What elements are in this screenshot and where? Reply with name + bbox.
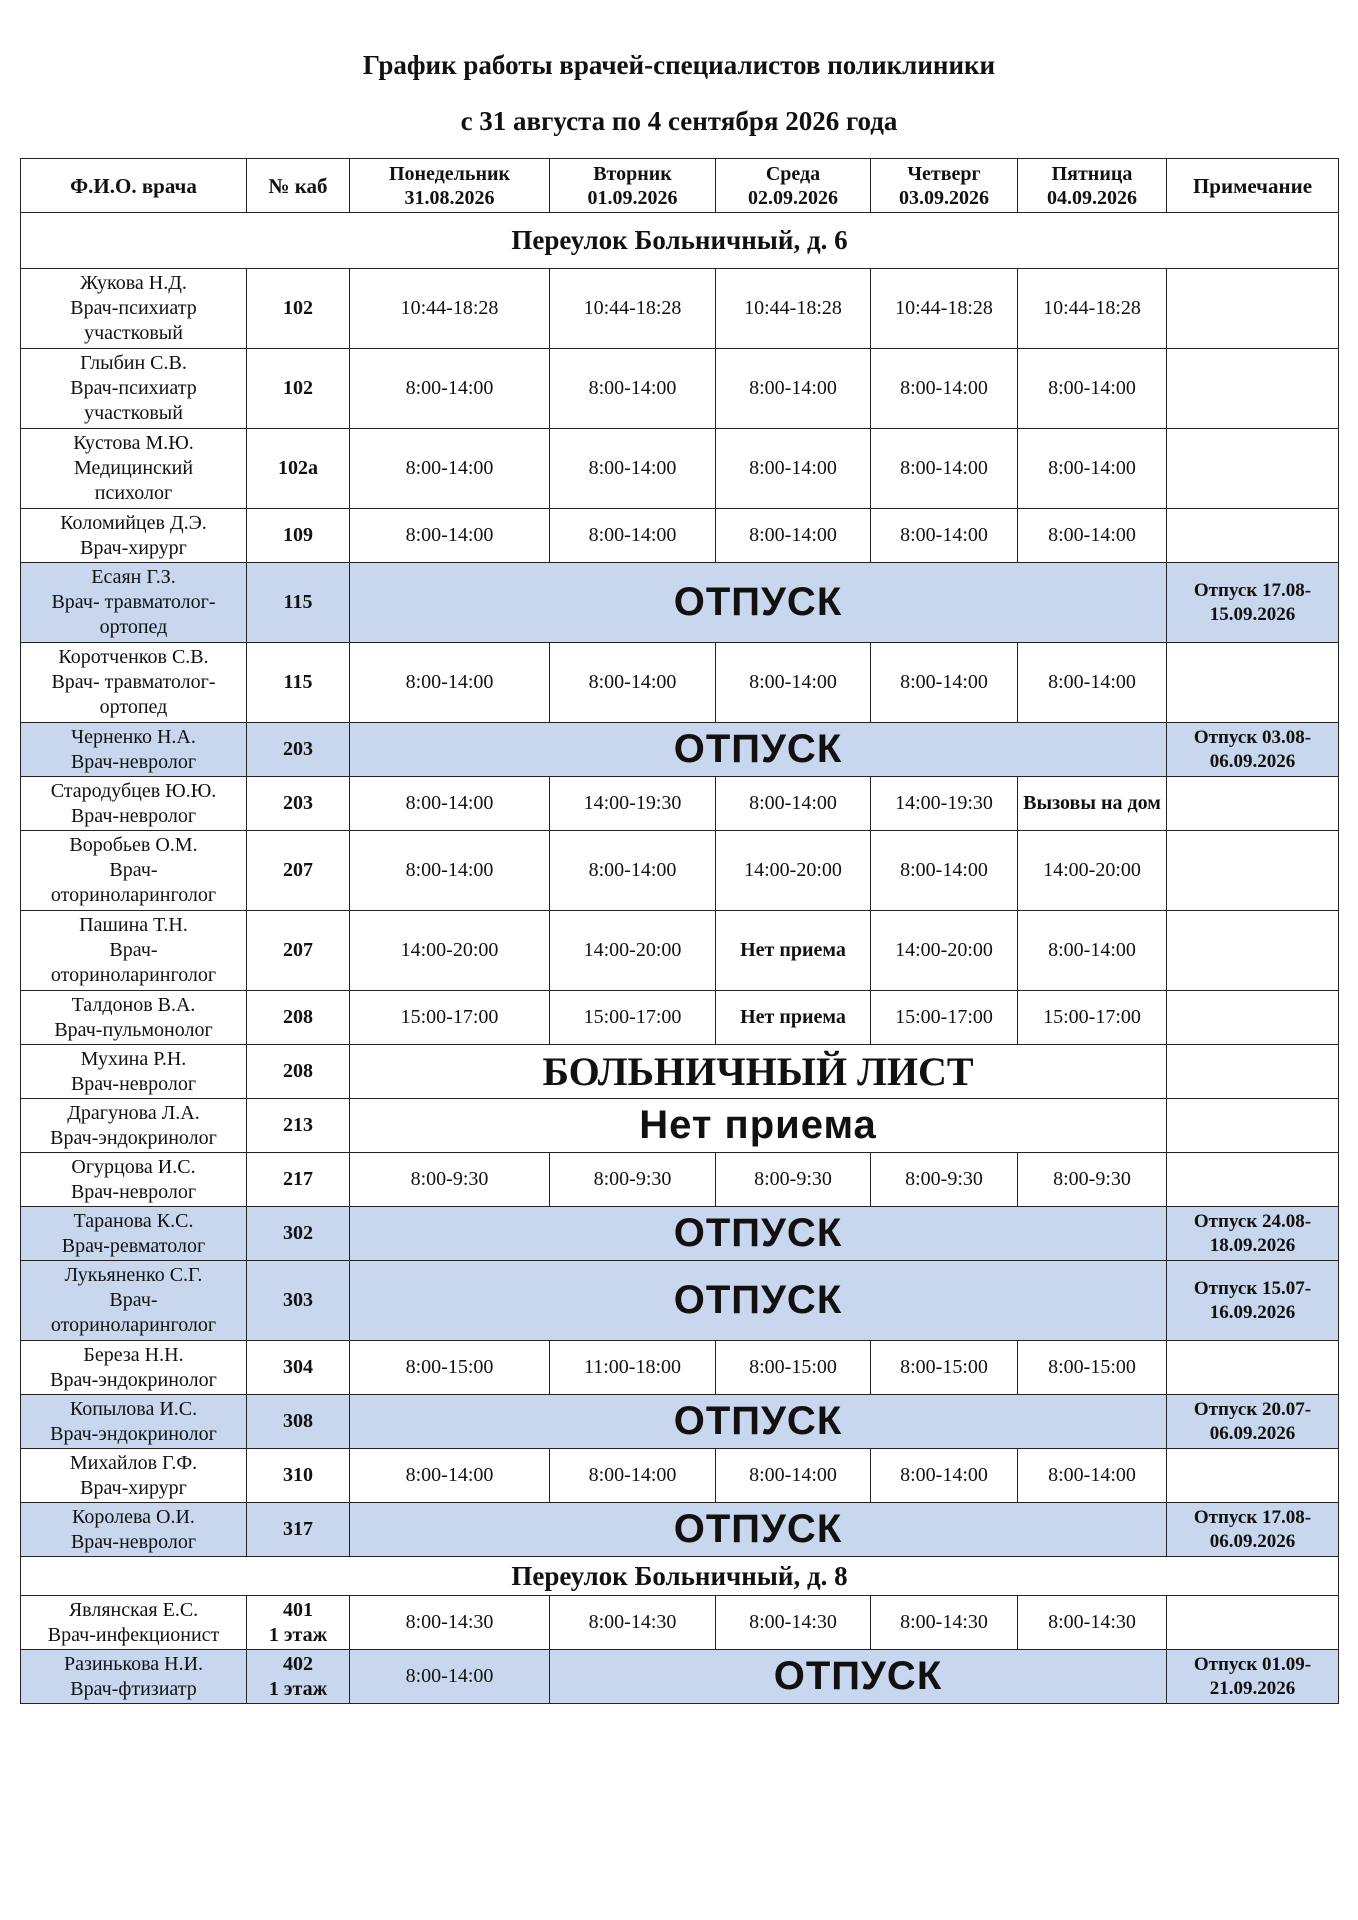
doctor-line: Медицинский — [73, 457, 194, 479]
header-day-date: 03.09.2026 — [899, 186, 989, 209]
day-cell: 8:00-14:00 — [716, 643, 871, 723]
doctor-line: оториноларинголог — [50, 964, 217, 986]
header-row — [21, 159, 1339, 213]
note-line: Отпуск 01.09- — [1193, 1653, 1312, 1675]
day-cell: 8:00-14:00 — [1018, 349, 1167, 429]
day-cell: 8:00-14:00 — [716, 509, 871, 563]
doctor-row — [21, 1153, 1339, 1207]
doctor-line: Огурцова И.С. — [71, 1155, 196, 1178]
header-note: Примечание — [1167, 159, 1339, 213]
doctor-line: Драгунова Л.А. — [67, 1101, 200, 1124]
cabinet-line: 401 — [283, 1598, 313, 1621]
cabinet-cell — [247, 777, 350, 831]
note-line: 06.09.2026 — [1209, 750, 1296, 772]
note-line: Отпуск 20.07- — [1193, 1398, 1312, 1420]
doctor-cell — [21, 509, 247, 563]
doctor-line: Таранова К.С. — [73, 1209, 194, 1232]
note-cell — [1167, 1153, 1339, 1207]
doctor-line: Врач-невролог — [70, 1180, 197, 1203]
header-day-date: 01.09.2026 — [587, 186, 678, 209]
note-line: 21.09.2026 — [1209, 1677, 1296, 1699]
span-status-cell: ОТПУСК — [350, 723, 1167, 777]
doctor-line: Жукова Н.Д. — [80, 272, 187, 294]
section-title: Переулок Больничный, д. 6 — [21, 213, 1339, 269]
doctor-line: Михайлов Г.Ф. — [69, 1451, 198, 1474]
note-cell — [1167, 831, 1339, 911]
section-row — [21, 213, 1339, 269]
doctor-line: Врач- — [109, 939, 158, 961]
doctor-cell — [21, 643, 247, 723]
cabinet-line: 102а — [278, 457, 318, 479]
doctor-cell — [21, 991, 247, 1045]
doctor-line: психолог — [94, 482, 173, 504]
cabinet-cell — [247, 429, 350, 509]
day-cell: 8:00-14:00 — [716, 429, 871, 509]
span-status-cell: Нет приема — [350, 1099, 1167, 1153]
day-cell: Нет приема — [716, 991, 871, 1045]
cabinet-line: 208 — [283, 1006, 313, 1028]
doctor-row — [21, 1045, 1339, 1099]
doctor-line: Врач-хирург — [80, 536, 187, 559]
doctor-row — [21, 723, 1339, 777]
note-cell — [1167, 1341, 1339, 1395]
cabinet-cell — [247, 1503, 350, 1557]
day-cell: 8:00-14:00 — [871, 429, 1018, 509]
day-cell: 8:00-14:00 — [716, 1449, 871, 1503]
day-cell: 8:00-14:00 — [350, 643, 550, 723]
doctor-cell — [21, 349, 247, 429]
cabinet-cell — [247, 1207, 350, 1261]
note-cell — [1167, 911, 1339, 991]
note-cell — [1167, 349, 1339, 429]
note-cell — [1167, 1650, 1339, 1704]
doctor-cell — [21, 563, 247, 643]
doctor-line: оториноларинголог — [50, 1314, 217, 1336]
cabinet-line: 304 — [283, 1356, 313, 1378]
cabinet-cell — [247, 1449, 350, 1503]
day-cell: 8:00-14:00 — [1018, 1449, 1167, 1503]
header-day-date: 04.09.2026 — [1047, 186, 1137, 209]
day-cell: 10:44-18:28 — [716, 269, 871, 349]
span-status-cell: ОТПУСК — [350, 1503, 1167, 1557]
note-cell — [1167, 1099, 1339, 1153]
doctor-cell — [21, 1099, 247, 1153]
doctor-line: Врач-инфекционист — [47, 1623, 220, 1646]
doctor-row — [21, 509, 1339, 563]
cabinet-cell — [247, 1395, 350, 1449]
day-cell: 8:00-14:00 — [871, 1449, 1018, 1503]
day-cell: 8:00-14:00 — [871, 643, 1018, 723]
header-day-fri — [1018, 159, 1167, 213]
cabinet-line: 207 — [283, 859, 313, 881]
doctor-line: участковый — [84, 402, 183, 424]
doctor-cell — [21, 1207, 247, 1261]
day-cell: 8:00-9:30 — [1018, 1153, 1167, 1207]
day-cell: 14:00-20:00 — [871, 911, 1018, 991]
cabinet-cell — [247, 509, 350, 563]
day-cell: 8:00-14:30 — [716, 1596, 871, 1650]
day-cell: 8:00-14:30 — [550, 1596, 716, 1650]
doctor-line: Врач-хирург — [80, 1476, 187, 1499]
cabinet-cell — [247, 723, 350, 777]
doctor-row — [21, 777, 1339, 831]
cabinet-line: 109 — [283, 524, 313, 546]
day-cell: 10:44-18:28 — [550, 269, 716, 349]
day-cell: 14:00-20:00 — [350, 911, 550, 991]
span-status-cell: ОТПУСК — [350, 1207, 1167, 1261]
cabinet-cell — [247, 1045, 350, 1099]
day-cell: 8:00-14:00 — [550, 509, 716, 563]
cabinet-line: 115 — [283, 591, 313, 613]
doctor-line: Врач-невролог — [70, 750, 197, 773]
doctor-line: Пашина Т.Н. — [79, 914, 188, 936]
cabinet-line: 115 — [283, 671, 313, 693]
day-cell: 8:00-14:00 — [1018, 643, 1167, 723]
doctor-cell — [21, 1503, 247, 1557]
cabinet-cell — [247, 349, 350, 429]
day-cell: 8:00-14:00 — [550, 1449, 716, 1503]
doctor-line: Черненко Н.А. — [71, 725, 196, 748]
doctor-line: ортопед — [99, 616, 168, 638]
header-day-wed — [716, 159, 871, 213]
note-cell — [1167, 1207, 1339, 1261]
header-day-name: Вторник — [593, 162, 672, 185]
header-day-name: Среда — [765, 162, 821, 185]
doctor-line: Врач- травматолог- — [51, 591, 216, 613]
doctor-cell — [21, 1449, 247, 1503]
note-line: 06.09.2026 — [1209, 1530, 1296, 1552]
doctor-row — [21, 1261, 1339, 1341]
day-cell: 8:00-14:00 — [550, 643, 716, 723]
doctor-row — [21, 1099, 1339, 1153]
note-cell — [1167, 269, 1339, 349]
day-cell: 8:00-14:00 — [871, 509, 1018, 563]
note-line: 15.09.2026 — [1209, 603, 1296, 625]
doctor-cell — [21, 723, 247, 777]
cabinet-line: 203 — [283, 738, 313, 760]
cabinet-cell — [247, 991, 350, 1045]
day-cell: 8:00-14:00 — [1018, 429, 1167, 509]
day-cell: 8:00-14:00 — [716, 777, 871, 831]
day-cell: Нет приема — [716, 911, 871, 991]
cabinet-cell — [247, 1341, 350, 1395]
span-status-cell: ОТПУСК — [350, 563, 1167, 643]
doctor-line: Копылова И.С. — [69, 1397, 198, 1420]
doctor-line: Врач-ревматолог — [61, 1234, 206, 1257]
cabinet-line: 217 — [283, 1168, 313, 1190]
day-cell: Вызовы на дом — [1018, 777, 1167, 831]
cabinet-line: 302 — [283, 1222, 313, 1244]
day-cell: 8:00-14:30 — [1018, 1596, 1167, 1650]
doctor-line: Кустова М.Ю. — [73, 432, 194, 454]
document-subtitle: с 31 августа по 4 сентября 2026 года — [460, 106, 898, 136]
doctor-row — [21, 991, 1339, 1045]
cabinet-line: 310 — [283, 1464, 313, 1486]
doctor-row — [21, 1207, 1339, 1261]
doctor-cell — [21, 429, 247, 509]
doctor-row — [21, 1341, 1339, 1395]
doctor-line: Врач-невролог — [70, 1530, 197, 1553]
span-status-cell: ОТПУСК — [350, 1395, 1167, 1449]
header-doctor: Ф.И.О. врача — [21, 159, 247, 213]
day-cell: 14:00-19:30 — [871, 777, 1018, 831]
day-cell: 14:00-20:00 — [1018, 831, 1167, 911]
header-day-thu — [871, 159, 1018, 213]
day-cell: 14:00-20:00 — [550, 911, 716, 991]
day-cell: 15:00-17:00 — [550, 991, 716, 1045]
day-cell: 15:00-17:00 — [871, 991, 1018, 1045]
header-day-tue — [550, 159, 716, 213]
day-cell: 8:00-14:00 — [1018, 509, 1167, 563]
doctor-cell — [21, 1650, 247, 1704]
header-day-name: Четверг — [907, 162, 981, 185]
day-cell: 8:00-14:00 — [550, 831, 716, 911]
doctor-cell — [21, 1261, 247, 1341]
cabinet-line: 317 — [283, 1518, 313, 1540]
cabinet-line: 308 — [283, 1410, 313, 1432]
schedule-body — [21, 213, 1339, 1704]
note-line: Отпуск 17.08- — [1193, 579, 1312, 601]
doctor-row — [21, 1650, 1339, 1704]
doctor-line: Врач-невролог — [70, 804, 197, 827]
note-cell — [1167, 777, 1339, 831]
note-cell — [1167, 563, 1339, 643]
day-cell: 8:00-9:30 — [550, 1153, 716, 1207]
doctor-row — [21, 1449, 1339, 1503]
doctor-line: Глыбин С.В. — [80, 352, 187, 374]
schedule-table — [20, 158, 1339, 1704]
span-status-cell: ОТПУСК — [350, 1261, 1167, 1341]
day-cell: 8:00-9:30 — [716, 1153, 871, 1207]
span-status-cell: БОЛЬНИЧНЫЙ ЛИСТ — [350, 1045, 1167, 1099]
doctor-row — [21, 563, 1339, 643]
day-cell: 8:00-14:00 — [350, 1650, 550, 1704]
span-status-cell: ОТПУСК — [550, 1650, 1167, 1704]
day-cell: 8:00-15:00 — [1018, 1341, 1167, 1395]
note-cell — [1167, 1261, 1339, 1341]
day-cell: 8:00-14:00 — [550, 429, 716, 509]
header-day-name: Пятница — [1051, 162, 1133, 185]
cabinet-line: 207 — [283, 939, 313, 961]
cabinet-cell — [247, 1596, 350, 1650]
doctor-cell — [21, 269, 247, 349]
doctor-cell — [21, 1153, 247, 1207]
doctor-row — [21, 1596, 1339, 1650]
note-cell — [1167, 1045, 1339, 1099]
day-cell: 8:00-9:30 — [350, 1153, 550, 1207]
doctor-row — [21, 643, 1339, 723]
header-day-date: 31.08.2026 — [404, 186, 495, 209]
cabinet-line: 102 — [283, 377, 313, 399]
header-cabinet: № каб — [247, 159, 350, 213]
doctor-line: ортопед — [99, 696, 168, 718]
day-cell: 8:00-14:00 — [550, 349, 716, 429]
doctor-line: Мухина Р.Н. — [80, 1047, 187, 1070]
cabinet-line: 213 — [283, 1114, 313, 1136]
doctor-line: Врач-эндокринолог — [50, 1126, 217, 1149]
day-cell: 8:00-14:00 — [350, 1449, 550, 1503]
cabinet-cell — [247, 831, 350, 911]
doctor-cell — [21, 777, 247, 831]
doctor-line: Талдонов В.А. — [71, 993, 196, 1016]
doctor-row — [21, 1395, 1339, 1449]
doctor-cell — [21, 1395, 247, 1449]
day-cell: 8:00-14:00 — [1018, 911, 1167, 991]
doctor-row — [21, 911, 1339, 991]
doctor-cell — [21, 911, 247, 991]
note-cell — [1167, 1395, 1339, 1449]
doctor-row — [21, 831, 1339, 911]
doctor-line: Врач-фтизиатр — [70, 1677, 197, 1700]
note-line: Отпуск 15.07- — [1193, 1277, 1312, 1299]
day-cell: 14:00-19:30 — [550, 777, 716, 831]
doctor-line: Лукьяненко С.Г. — [64, 1264, 203, 1286]
note-line: 06.09.2026 — [1209, 1422, 1296, 1444]
cabinet-line: 208 — [283, 1060, 313, 1082]
note-line: 16.09.2026 — [1209, 1301, 1296, 1323]
doctor-line: Являнская Е.С. — [68, 1598, 199, 1621]
note-line: Отпуск 24.08- — [1193, 1210, 1312, 1232]
doctor-line: Стародубцев Ю.Ю. — [50, 779, 217, 802]
cabinet-line: 303 — [283, 1289, 313, 1311]
doctor-cell — [21, 1341, 247, 1395]
doctor-row — [21, 269, 1339, 349]
doctor-line: Врач-психиатр — [70, 377, 197, 399]
day-cell: 8:00-14:30 — [350, 1596, 550, 1650]
day-cell: 8:00-15:00 — [716, 1341, 871, 1395]
day-cell: 8:00-14:00 — [871, 831, 1018, 911]
section-row — [21, 1557, 1339, 1596]
cabinet-cell — [247, 1099, 350, 1153]
day-cell: 8:00-14:00 — [350, 429, 550, 509]
note-cell — [1167, 429, 1339, 509]
doctor-cell — [21, 831, 247, 911]
day-cell: 8:00-14:30 — [871, 1596, 1018, 1650]
note-cell — [1167, 1449, 1339, 1503]
doctor-line: Врач- — [109, 859, 158, 881]
header-day-date: 02.09.2026 — [748, 186, 838, 209]
doctor-line: Разинькова Н.И. — [63, 1652, 204, 1675]
day-cell: 8:00-15:00 — [871, 1341, 1018, 1395]
doctor-cell — [21, 1045, 247, 1099]
day-cell: 8:00-14:00 — [350, 777, 550, 831]
day-cell: 10:44-18:28 — [871, 269, 1018, 349]
cabinet-cell — [247, 1261, 350, 1341]
cabinet-cell — [247, 563, 350, 643]
doctor-line: Врач- травматолог- — [51, 671, 216, 693]
cabinet-cell — [247, 911, 350, 991]
cabinet-cell — [247, 1650, 350, 1704]
doctor-line: оториноларинголог — [50, 884, 217, 906]
doctor-cell — [21, 1596, 247, 1650]
doctor-line: участковый — [84, 322, 183, 344]
note-cell — [1167, 509, 1339, 563]
day-cell: 8:00-9:30 — [871, 1153, 1018, 1207]
doctor-line: Есаян Г.З. — [91, 566, 176, 588]
day-cell: 10:44-18:28 — [350, 269, 550, 349]
day-cell: 8:00-14:00 — [716, 349, 871, 429]
cabinet-line: 203 — [283, 792, 313, 814]
section-title: Переулок Больничный, д. 8 — [21, 1557, 1339, 1596]
doctor-line: Врач-эндокринолог — [50, 1422, 217, 1445]
doctor-line: Врач- — [109, 1289, 158, 1311]
note-line: Отпуск 03.08- — [1193, 726, 1312, 748]
doctor-line: Береза Н.Н. — [83, 1343, 184, 1366]
day-cell: 8:00-14:00 — [871, 349, 1018, 429]
doctor-row — [21, 349, 1339, 429]
doctor-line: Врач-психиатр — [70, 297, 197, 319]
doctor-line: Королева О.И. — [72, 1505, 195, 1528]
doctor-line: Врач-пульмонолог — [54, 1018, 213, 1041]
note-cell — [1167, 1596, 1339, 1650]
doctor-line: Воробьев О.М. — [69, 834, 198, 856]
day-cell: 15:00-17:00 — [1018, 991, 1167, 1045]
doctor-row — [21, 1503, 1339, 1557]
note-cell — [1167, 643, 1339, 723]
day-cell: 8:00-15:00 — [350, 1341, 550, 1395]
day-cell: 11:00-18:00 — [550, 1341, 716, 1395]
day-cell: 10:44-18:28 — [1018, 269, 1167, 349]
day-cell: 8:00-14:00 — [350, 831, 550, 911]
note-line: 18.09.2026 — [1209, 1234, 1296, 1256]
cabinet-line: 1 этаж — [268, 1623, 328, 1646]
note-cell — [1167, 1503, 1339, 1557]
day-cell: 8:00-14:00 — [350, 349, 550, 429]
cabinet-cell — [247, 643, 350, 723]
doctor-line: Коротченков С.В. — [58, 646, 209, 668]
document-title: График работы врачей-специалистов поликлиники — [362, 50, 996, 80]
cabinet-line: 1 этаж — [268, 1677, 328, 1700]
note-line: Отпуск 17.08- — [1193, 1506, 1312, 1528]
day-cell: 15:00-17:00 — [350, 991, 550, 1045]
doctor-row — [21, 429, 1339, 509]
header-day-mon — [350, 159, 550, 213]
day-cell: 8:00-14:00 — [350, 509, 550, 563]
doctor-line: Врач-эндокринолог — [50, 1368, 217, 1391]
cabinet-line: 102 — [283, 297, 313, 319]
note-cell — [1167, 723, 1339, 777]
day-cell: 14:00-20:00 — [716, 831, 871, 911]
cabinet-cell — [247, 1153, 350, 1207]
note-cell — [1167, 991, 1339, 1045]
cabinet-cell — [247, 269, 350, 349]
doctor-line: Врач-невролог — [70, 1072, 197, 1095]
cabinet-line: 402 — [283, 1652, 313, 1675]
doctor-line: Коломийцев Д.Э. — [60, 511, 207, 534]
header-day-name: Понедельник — [388, 162, 511, 185]
